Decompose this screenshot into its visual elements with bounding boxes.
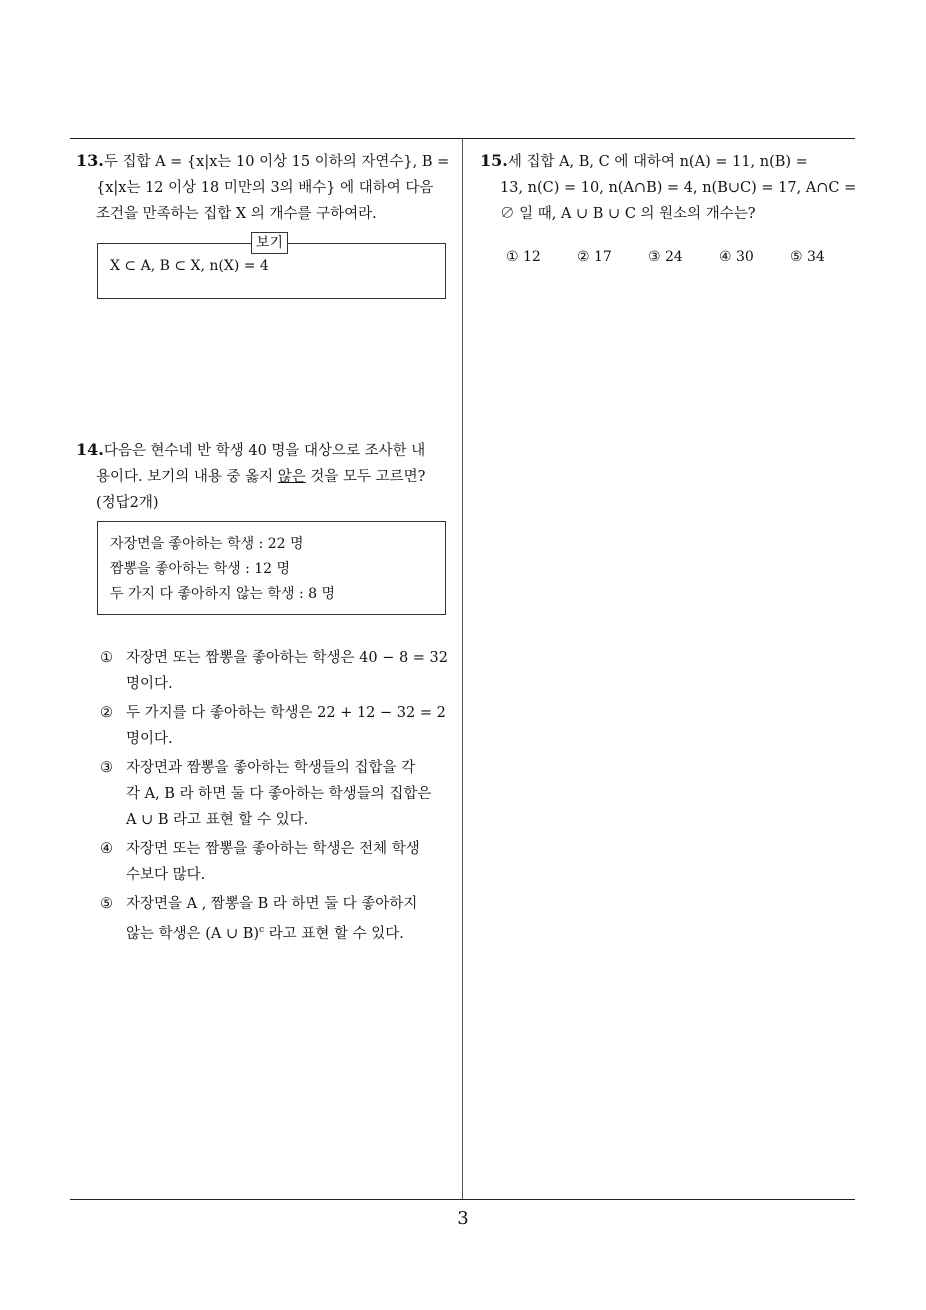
column-divider xyxy=(462,139,463,1200)
bogi-box xyxy=(97,235,446,299)
choice-4[interactable]: ④ 30 xyxy=(719,249,754,265)
choice-3[interactable]: ③ 24 xyxy=(648,249,683,265)
problem-13-line-2: {x|x는 12 이상 18 미만의 3의 배수} 에 대하여 다음 xyxy=(96,180,434,196)
problem-number: 13. xyxy=(76,151,104,170)
choice-mark: ④ xyxy=(100,841,113,857)
choice-1[interactable]: ① 자장면 또는 짬뽕을 좋아하는 학생은 40 − 8 = 32 명이다. xyxy=(100,645,450,697)
problem-14-line-2: 용이다. 보기의 내용 중 옳지 않은 것을 모두 고르면? xyxy=(96,469,426,485)
problem-15-line-2: 13, n(C) = 10, n(A∩B) = 4, n(B∪C) = 17, A∩C = xyxy=(500,180,857,196)
choice-4[interactable]: ④ 자장면 또는 짬뽕을 좋아하는 학생은 전체 학생 수보다 많다. xyxy=(100,836,450,888)
choice-mark: ② xyxy=(100,705,113,721)
problem-15-choices xyxy=(506,249,866,265)
problem-13 xyxy=(76,148,456,227)
bogi-label: 보기 xyxy=(251,232,288,254)
survey-line: 짬뽕을 좋아하는 학생 : 12 명 xyxy=(110,561,291,577)
problem-15-line-3: ∅ 일 때, A ∪ B ∪ C 의 원소의 개수는? xyxy=(500,206,756,222)
survey-line: 두 가지 다 좋아하지 않는 학생 : 8 명 xyxy=(110,586,336,602)
choice-2[interactable]: ② 17 xyxy=(577,249,612,265)
underlined-word: 않은 xyxy=(277,469,306,485)
choice-mark: ③ xyxy=(100,760,113,776)
choice-1[interactable]: ① 12 xyxy=(506,249,541,265)
problem-number: 15. xyxy=(480,151,508,170)
problem-14-line-3: (정답2개) xyxy=(96,495,159,511)
problem-14 xyxy=(76,437,456,516)
choice-2[interactable]: ② 두 가지를 다 좋아하는 학생은 22 + 12 − 32 = 2 명이다. xyxy=(100,700,450,752)
survey-line: 자장면을 좋아하는 학생 : 22 명 xyxy=(110,536,304,552)
bottom-rule xyxy=(70,1199,855,1200)
page-number: 3 xyxy=(457,1208,469,1229)
problem-14-choices xyxy=(100,645,450,950)
problem-14-line-1: 14.다음은 현수네 반 학생 40 명을 대상으로 조사한 내 xyxy=(76,440,426,459)
choice-3[interactable]: ③ 자장면과 짬뽕을 좋아하는 학생들의 집합을 각 각 A, B 라 하면 둘 다 좋아하는 학생들의 집합은 A ∪ B 라고 표현 할 수 있다. xyxy=(100,755,450,833)
problem-number: 14. xyxy=(76,440,104,459)
choice-mark: ⑤ xyxy=(100,896,113,912)
problem-13-line-3: 조건을 만족하는 집합 X 의 개수를 구하여라. xyxy=(96,206,377,222)
problem-15 xyxy=(480,148,860,227)
survey-box xyxy=(97,521,446,615)
choice-mark: ① xyxy=(100,650,113,666)
choice-5[interactable]: ⑤ 자장면을 A , 짬뽕을 B 라 하면 둘 다 좋아하지 않는 학생은 (A ∪ B)$^c$ 라고 표현 할 수 있다. xyxy=(100,891,450,947)
problem-13-line-1: 13.두 집합 A = {x|x는 10 이상 15 이하의 자연수}, B = xyxy=(76,151,450,170)
bogi-condition: X ⊂ A, B ⊂ X, n(X) = 4 xyxy=(110,258,269,274)
problem-15-line-1: 15.세 집합 A, B, C 에 대하여 n(A) = 11, n(B) = xyxy=(480,151,808,170)
choice-5[interactable]: ⑤ 34 xyxy=(790,249,825,265)
